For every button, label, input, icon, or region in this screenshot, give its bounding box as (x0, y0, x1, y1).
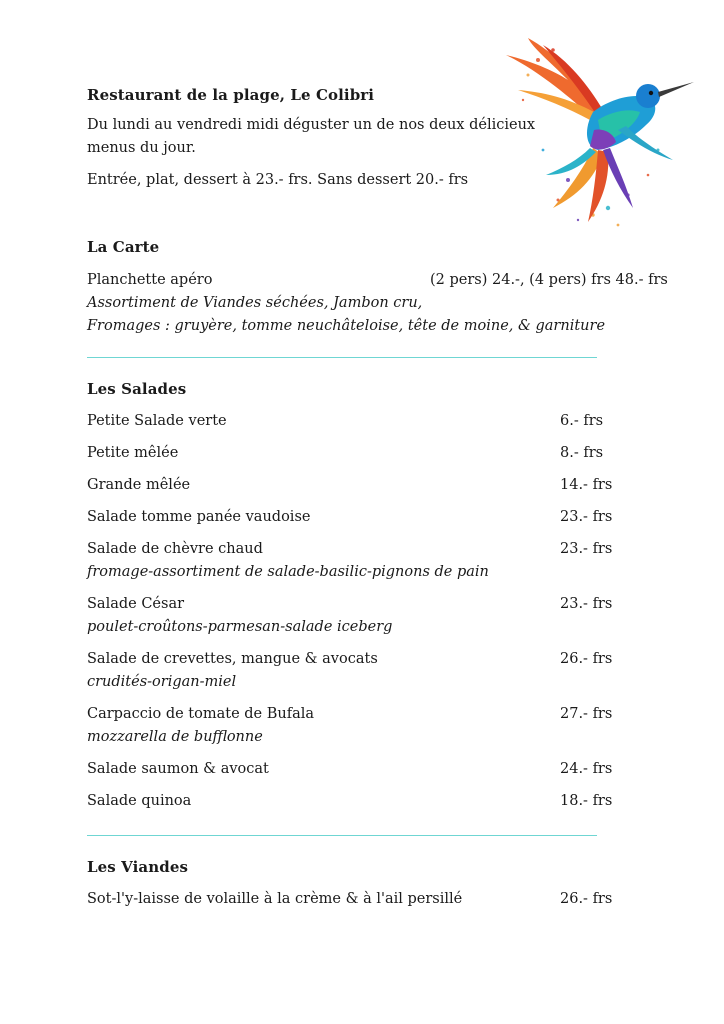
item-price: (2 pers) 24.-, (4 pers) frs 48.- frs (430, 272, 668, 288)
menu-item-row (87, 593, 647, 616)
intro-line-1: Du lundi au vendredi midi déguster un de nos deux délicieux (87, 117, 536, 133)
menu-item-row (87, 758, 647, 781)
item-description-2: Fromages : gruyère, tomme neuchâteloise, tête de moine, & garniture (87, 318, 606, 334)
item-name: Planchette apéro (87, 272, 213, 288)
item-description-1: Assortiment de Viandes séchées, Jambon cru, (87, 295, 423, 311)
section-divider (87, 835, 597, 836)
viandes-section (87, 856, 647, 920)
item-name: Sot-l'y-laisse de volaille à la crème & à l'ail persillé (87, 891, 463, 907)
menu-item-row (87, 506, 647, 529)
item-price: 24.- frs (560, 761, 613, 777)
intro-line-2: menus du jour. (87, 140, 196, 156)
menu-item-row (87, 410, 647, 433)
carte-title: La Carte (87, 238, 160, 256)
menu-item (87, 790, 647, 813)
section-divider (87, 357, 597, 358)
viandes-title: Les Viandes (87, 858, 189, 876)
viandes-list (87, 888, 647, 911)
restaurant-title: Restaurant de la plage, Le Colibri (87, 86, 375, 104)
item-price: 6.- frs (560, 413, 604, 429)
item-price: 26.- frs (560, 891, 613, 907)
menu-item (87, 888, 647, 911)
intro-line-3: Entrée, plat, dessert à 23.- frs. Sans dessert 20.- frs (87, 172, 469, 188)
item-name: Carpaccio de tomate de Bufala (87, 706, 315, 722)
item-description: crudités-origan-miel (87, 674, 237, 690)
menu-item-row (87, 538, 647, 561)
menu-item (87, 648, 647, 694)
menu-item-row (87, 888, 647, 911)
item-price: 26.- frs (560, 651, 613, 667)
menu-item-row (87, 648, 647, 671)
menu-item-row (87, 474, 647, 497)
item-name: Salade tomme panée vaudoise (87, 509, 311, 525)
menu-item (87, 538, 647, 584)
item-price: 23.- frs (560, 596, 613, 612)
salades-list (87, 410, 647, 813)
item-name: Salade saumon & avocat (87, 761, 269, 777)
item-description: mozzarella de bufflonne (87, 729, 263, 745)
item-price: 23.- frs (560, 541, 613, 557)
menu-item (87, 703, 647, 749)
item-price: 14.- frs (560, 477, 613, 493)
item-name: Petite Salade verte (87, 413, 227, 429)
salades-title: Les Salades (87, 380, 187, 398)
item-price: 18.- frs (560, 793, 613, 809)
intro-section (87, 84, 647, 192)
menu-item (87, 593, 647, 639)
item-name: Salade quinoa (87, 793, 192, 809)
menu-item-planchette (87, 269, 668, 292)
menu-item (87, 442, 647, 465)
item-price: 23.- frs (560, 509, 613, 525)
menu-item (87, 758, 647, 781)
item-description: fromage-assortiment de salade-basilic-pignons de pain (87, 564, 489, 580)
item-name: Salade de crevettes, mangue & avocats (87, 651, 378, 667)
carte-section (87, 236, 668, 338)
menu-item (87, 474, 647, 497)
menu-item-row (87, 790, 647, 813)
item-name: Petite mêlée (87, 445, 179, 461)
item-price: 8.- frs (560, 445, 604, 461)
item-name: Salade de chèvre chaud (87, 541, 263, 557)
item-price: 27.- frs (560, 706, 613, 722)
item-name: Grande mêlée (87, 477, 191, 493)
menu-item-row (87, 703, 647, 726)
menu-item (87, 410, 647, 433)
item-description: poulet-croûtons-parmesan-salade iceberg (87, 619, 393, 635)
menu-item (87, 506, 647, 529)
salades-section (87, 378, 647, 822)
menu-item-row (87, 442, 647, 465)
item-name: Salade César (87, 596, 185, 612)
